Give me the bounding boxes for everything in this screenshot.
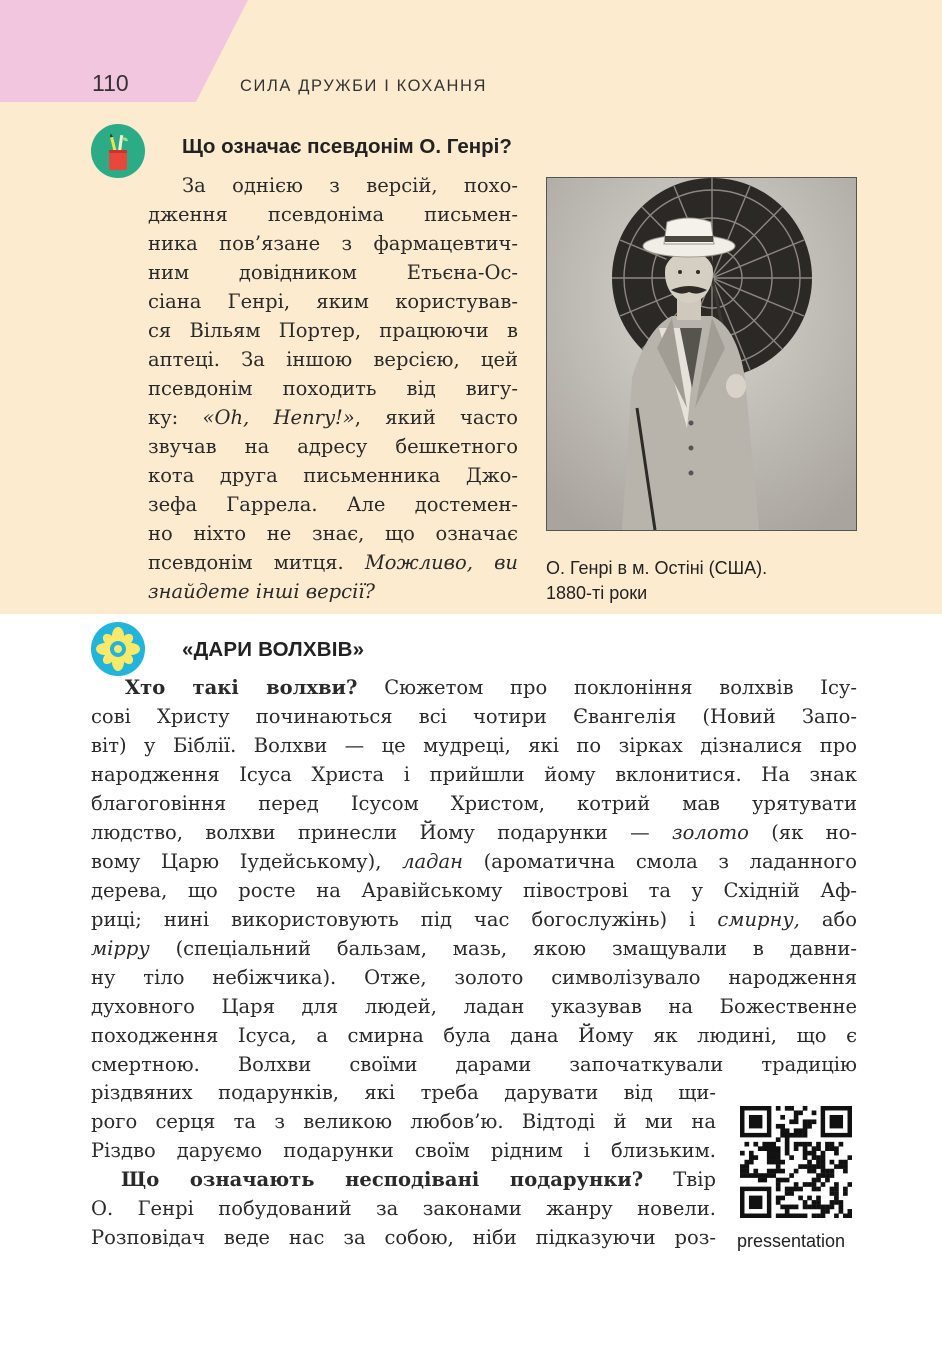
pseudonym-section-heading: Що означає псевдонім О. Генрі? xyxy=(182,135,512,158)
author-photo xyxy=(546,177,857,531)
text-line xyxy=(91,1165,716,1194)
text-line xyxy=(91,789,857,818)
italic-phrase: «Oh, Henry!» xyxy=(202,406,355,429)
text-run: аптеці. За іншою версією, цей xyxy=(148,348,518,371)
text-run: духовного Царя для людей, ладан указував на Божественне xyxy=(91,995,857,1018)
text-line xyxy=(91,876,857,905)
text-line xyxy=(148,577,518,606)
text-line xyxy=(91,1107,716,1136)
gifts-paragraph-continued xyxy=(91,1078,716,1252)
text-run: ним довідником Етьєна-Ос- xyxy=(148,261,518,284)
text-run: вому Царю Іудейському), xyxy=(91,850,403,873)
text-line xyxy=(91,1050,857,1079)
text-run: но ніхто не знає, що означає xyxy=(148,522,518,545)
text-line xyxy=(148,461,518,490)
text-run: дження псевдоніма письмен- xyxy=(148,203,518,226)
page-number: 110 xyxy=(92,70,129,96)
text-line xyxy=(91,1078,716,1107)
text-line xyxy=(91,963,857,992)
text-run: Різдво даруємо подарунки своїм рідним і близьким. xyxy=(91,1139,716,1162)
text-line xyxy=(148,490,518,519)
italic-phrase: Можливо, ви xyxy=(364,551,518,574)
pseudonym-paragraph xyxy=(148,171,518,606)
text-run: ся Вільям Портер, працюючи в xyxy=(148,319,518,342)
text-run: звучав на адресу бешкетного xyxy=(148,435,518,458)
italic-phrase: золото xyxy=(672,821,749,844)
text-line xyxy=(148,374,518,403)
bold-phrase: Що означають несподівані подарунки? xyxy=(121,1168,644,1191)
text-line xyxy=(148,200,518,229)
text-line xyxy=(148,258,518,287)
photo-caption-line: 1880-ті роки xyxy=(546,583,648,603)
text-line xyxy=(91,818,857,847)
running-title: СИЛА ДРУЖБИ І КОХАННЯ xyxy=(240,77,488,95)
bold-phrase: Хто такі волхви? xyxy=(125,676,358,699)
text-line xyxy=(148,229,518,258)
text-run: благоговіння перед Ісусом Христом, котрий мав урятувати xyxy=(91,792,857,815)
text-line xyxy=(91,731,857,760)
qr-code[interactable] xyxy=(740,1106,852,1218)
text-line xyxy=(148,548,518,577)
text-run: ку: xyxy=(148,406,203,429)
text-run: кота друга письменника Джо- xyxy=(148,464,518,487)
text-run: , який часто xyxy=(354,406,518,429)
text-line xyxy=(91,760,857,789)
text-run: ну тіло небіжчика). Отже, золото символізувало народження xyxy=(91,966,857,989)
text-run: сові Христу починаються всі чотири Євангелія (Новий Запо- xyxy=(91,705,857,728)
text-run: Розповідач веде нас за собою, ніби підказуючи роз- xyxy=(91,1226,716,1249)
text-run: людство, волхви принесли Йому подарунки — xyxy=(91,821,673,844)
text-run: (ароматична смола з ладанного xyxy=(462,850,857,873)
gifts-section-heading: «ДАРИ ВОЛХВІВ» xyxy=(182,638,365,661)
text-line xyxy=(148,403,518,432)
text-run: різдвяних подарунків, які треба дарувати від щи- xyxy=(91,1081,716,1104)
text-line xyxy=(91,702,857,731)
flower-ornament-icon xyxy=(91,622,145,676)
text-run: або xyxy=(799,908,857,931)
text-line xyxy=(91,847,857,876)
text-run: ника пов’язане з фармацевтич- xyxy=(148,232,518,255)
text-line xyxy=(91,934,857,963)
text-run: (як но- xyxy=(748,821,857,844)
text-line xyxy=(91,1223,716,1252)
text-line xyxy=(148,345,518,374)
qr-label: pressentation xyxy=(737,1231,846,1251)
text-line xyxy=(91,673,857,702)
text-run: рого серця та з великою любов’ю. Відтоді й ми на xyxy=(91,1110,716,1133)
italic-phrase: ладан xyxy=(402,850,463,873)
text-run: віт) у Біблії. Волхви — це мудреці, які по зірках дізналися про xyxy=(91,734,857,757)
text-run: зефа Гаррела. Але достемен- xyxy=(148,493,518,516)
text-line xyxy=(91,1194,716,1223)
gifts-paragraph xyxy=(91,673,857,1079)
text-line xyxy=(148,519,518,548)
text-run: псевдонім походить від вигу- xyxy=(148,377,518,400)
text-run: (спеціальний бальзам, мазь, якою змащували в давни- xyxy=(149,937,857,960)
text-run: За однією з версій, похо- xyxy=(182,174,518,197)
text-run: Твір xyxy=(643,1168,716,1191)
pencil-cup-icon xyxy=(91,124,145,178)
text-run: Сюжетом про поклоніння волхвів Ісу- xyxy=(357,676,857,699)
italic-phrase: знайдете інші версії? xyxy=(148,580,376,603)
text-line xyxy=(91,1021,857,1050)
italic-phrase: смирну, xyxy=(717,908,800,931)
photo-caption xyxy=(546,556,866,606)
text-line xyxy=(91,905,857,934)
text-run: сіана Генрі, яким користував- xyxy=(148,290,518,313)
text-run: О. Генрі побудований за законами жанру новели. xyxy=(91,1197,716,1220)
text-run: походження Ісуса, а смирна була дана Йому як людині, що є xyxy=(91,1024,857,1047)
text-run: народження Ісуса Христа і прийшли йому вклонитися. На знак xyxy=(91,763,857,786)
text-run: смертною. Волхви своїми дарами започаткували традицію xyxy=(91,1053,857,1076)
text-line xyxy=(148,316,518,345)
text-line xyxy=(148,432,518,461)
text-line xyxy=(148,287,518,316)
text-run: риці; нині використовують під час богослужінь) і xyxy=(91,908,718,931)
text-run: дерева, що росте на Аравійському півострові та у Східній Аф- xyxy=(91,879,857,902)
text-line xyxy=(91,1136,716,1165)
photo-caption-line: О. Генрі в м. Остіні (США). xyxy=(546,558,768,578)
italic-phrase: мірру xyxy=(91,937,150,960)
text-line xyxy=(91,992,857,1021)
text-run: псевдонім митця. xyxy=(148,551,365,574)
text-line xyxy=(148,171,518,200)
